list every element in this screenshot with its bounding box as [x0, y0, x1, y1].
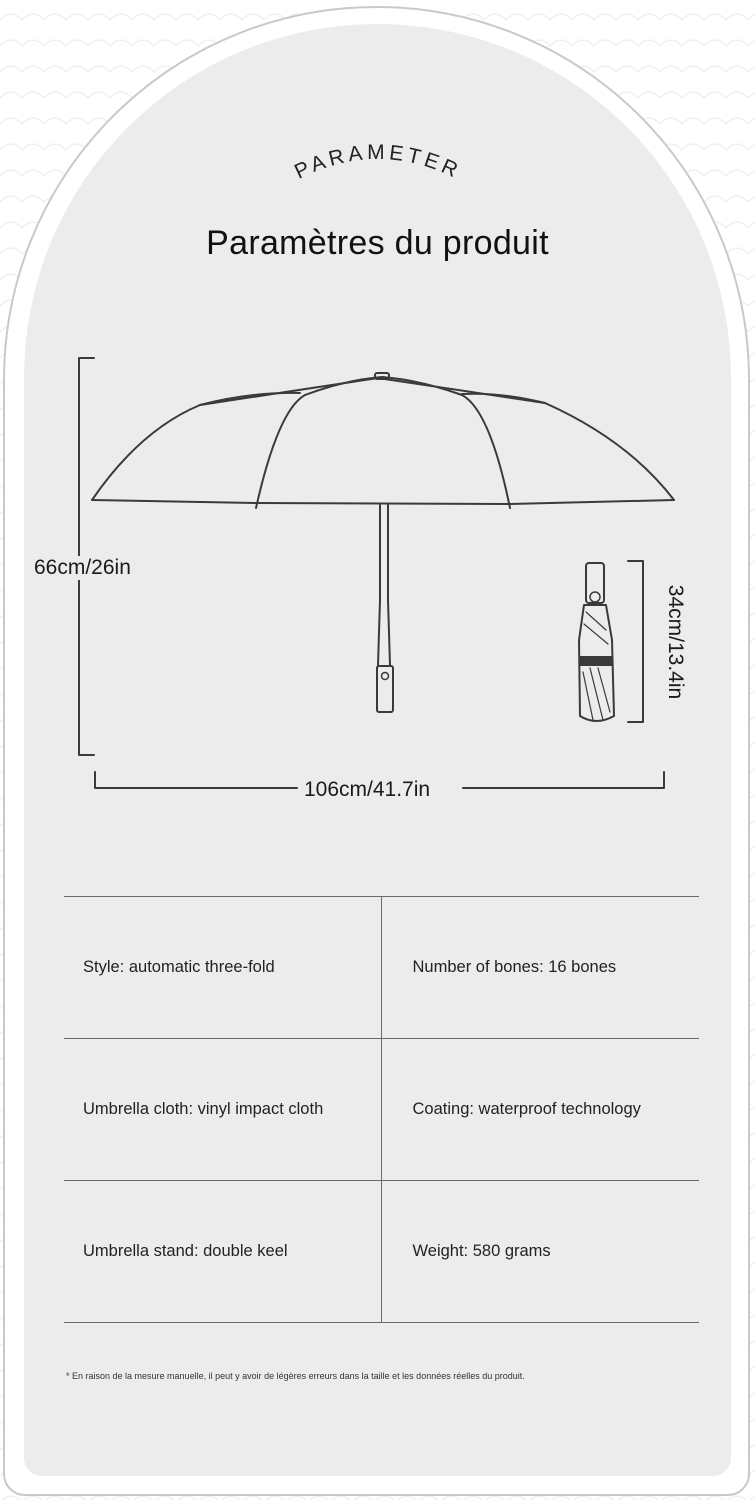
spec-stand: Umbrella stand: double keel	[64, 1181, 382, 1322]
table-row	[64, 1181, 699, 1323]
umbrella-shaft-icon	[378, 505, 390, 665]
spec-weight: Weight: 580 grams	[412, 1242, 551, 1260]
arc-title-text: PARAMETER	[291, 140, 465, 184]
spec-bones: Number of bones: 16 bones	[412, 958, 617, 976]
folded-umbrella-icon	[579, 563, 614, 721]
folded-bracket	[628, 561, 643, 722]
table-row	[64, 897, 699, 1039]
folded-length-label: 34cm/13.4in	[664, 584, 687, 700]
spec-style: Style: automatic three-fold	[64, 897, 382, 1038]
open-height-label: 66cm/26in	[34, 556, 131, 579]
spec-coating: Coating: waterproof technology	[412, 1100, 641, 1118]
footnote: * En raison de la mesure manuelle, il peut y avoir de légères erreurs dans la taille et les données réelles du produit.	[66, 1371, 525, 1381]
spec-table	[64, 896, 699, 1323]
umbrella-canopy-icon	[92, 378, 674, 500]
open-width-label: 106cm/41.7in	[300, 778, 434, 802]
spec-cloth: Umbrella cloth: vinyl impact cloth	[64, 1039, 382, 1180]
page-title: Paramètres du produit	[206, 224, 549, 262]
table-row	[64, 1039, 699, 1181]
